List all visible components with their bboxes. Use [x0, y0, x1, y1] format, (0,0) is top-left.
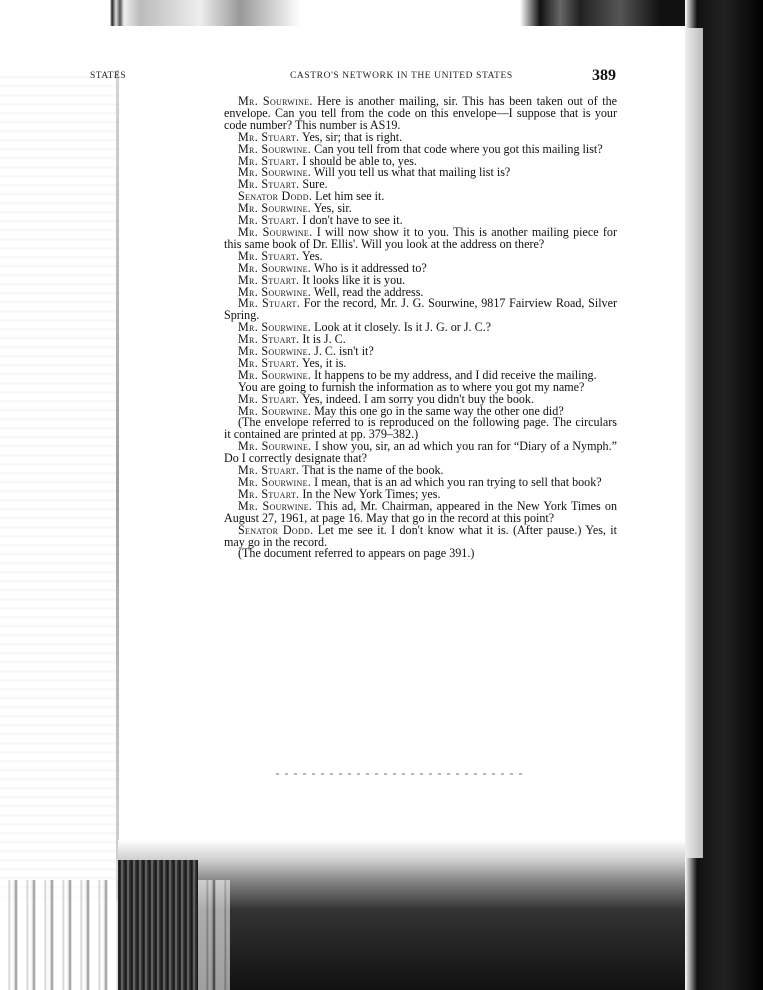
speaker-name: Mr. Stuart. [238, 463, 300, 478]
speaker-name: Mr. Sourwine. [238, 439, 312, 454]
speech-text: Yes, sir. [311, 201, 352, 216]
transcript-paragraph [224, 498, 617, 525]
running-header-title: CASTRO'S NETWORK IN THE UNITED STATES [290, 71, 513, 81]
speech-text: It happens to be my address, and I did receive the mailing. [311, 367, 597, 382]
speech-text: Can you tell from that code where you got this mailing list? [311, 141, 603, 156]
speech-text: J. C. isn't it? [311, 344, 374, 359]
speech-text: Well, read the address. [311, 284, 424, 299]
transcript-paragraph [224, 548, 617, 560]
speech-text: I should be able to, yes. [299, 153, 417, 168]
transcript-paragraph [224, 417, 617, 441]
speaker-name: Mr. Stuart. [238, 272, 300, 287]
speaker-name: Mr. Sourwine. [238, 260, 312, 275]
speaker-name: Mr. Sourwine. [238, 224, 313, 239]
speech-text: Who is it addressed to? [311, 260, 427, 275]
page-number: 389 [592, 67, 616, 84]
scan-binding-shadow [118, 860, 198, 990]
speaker-name: Mr. Sourwine. [238, 344, 312, 359]
speaker-name: Mr. Sourwine. [238, 403, 312, 418]
speaker-name: Senator Dodd. [238, 189, 313, 204]
speaker-name: Senator Dodd. [238, 522, 314, 537]
faint-rule [276, 773, 526, 775]
speech-text: (The envelope referred to is reproduced on the following page. The circulars it contained are printed at pp. 379–382.) [224, 415, 617, 442]
speech-text: I show you, sir, an ad which you ran for “Diary of a Nymph.” Do I correctly designate that? [224, 439, 617, 466]
speech-text: I don't have to see it. [299, 213, 403, 228]
transcript-paragraph [224, 96, 617, 132]
speech-text: Yes. [299, 248, 323, 263]
speaker-name: Mr. Sourwine. [238, 94, 313, 108]
speech-text: Sure. [299, 177, 328, 192]
speech-text: For the record, Mr. J. G. Sourwine, 9817 Fairview Road, Silver Spring. [224, 296, 617, 323]
speech-text: Here is another mailing, sir. This has been taken out of the envelope. Can you tell from the code on this envelope—I suppose that is your code number? This number is AS19. [224, 94, 617, 132]
speech-text: Yes, indeed. I am sorry you didn't buy the book. [299, 391, 535, 406]
scan-top-edge [0, 0, 763, 26]
speaker-name: Mr. Sourwine. [238, 320, 312, 335]
speech-text: Let him see it. [312, 189, 385, 204]
transcript-paragraph [224, 522, 617, 549]
speaker-name: Mr. Stuart. [238, 129, 300, 144]
speech-text: I will now show it to you. This is another mailing piece for this same book of Dr. Ellis'. Will you look at the address on there? [224, 224, 617, 251]
speaker-name: Mr. Sourwine. [238, 367, 312, 382]
speaker-name: Mr. Sourwine. [238, 141, 312, 156]
speaker-name: Mr. Sourwine. [238, 165, 312, 180]
speaker-name: Mr. Stuart. [238, 153, 300, 168]
speech-text: I mean, that is an ad which you ran trying to sell that book? [311, 475, 602, 489]
speech-text: Yes, it is. [299, 355, 347, 370]
speech-text: (The document referred to appears on page 391.) [238, 546, 475, 561]
page-gutter [116, 70, 119, 900]
speaker-name: Mr. Sourwine. [238, 284, 312, 299]
scan-page-edge [685, 28, 703, 858]
speaker-name: Mr. Stuart. [238, 486, 300, 501]
speaker-name: Mr. Sourwine. [238, 475, 312, 489]
speaker-name: Mr. Stuart. [238, 213, 300, 228]
speaker-name: Mr. Stuart. [238, 355, 300, 370]
speaker-name: Mr. Stuart. [238, 332, 300, 347]
speech-text: Look at it closely. Is it J. G. or J. C.? [311, 320, 492, 335]
speech-text: Will you tell us what that mailing list is? [311, 165, 511, 180]
transcript-paragraph [224, 224, 617, 251]
speech-text: May this one go in the same way the other one did? [311, 403, 564, 418]
speech-text: This ad, Mr. Chairman, appeared in the New York Times on August 27, 1961, at page 16. May that go in the record at this point? [224, 498, 617, 525]
transcript-paragraph [224, 298, 617, 322]
speaker-name: Mr. Stuart. [238, 177, 300, 192]
speech-text: Yes, sir; that is right. [299, 129, 403, 144]
speaker-name: Mr. Sourwine. [238, 498, 313, 513]
speaker-name: Mr. Stuart. [238, 296, 301, 311]
transcript-body [224, 96, 617, 560]
transcript-paragraph [224, 441, 617, 465]
speaker-name: Mr. Stuart. [238, 248, 300, 263]
speech-text: Let me see it. I don't know what it is. (After pause.) Yes, it may go in the record. [224, 522, 617, 549]
speech-text: In the New York Times; yes. [299, 486, 441, 501]
speech-text: You are going to furnish the information as to where you got my name? [238, 379, 585, 394]
running-header-left: STATES [90, 71, 127, 81]
speech-text: That is the name of the book. [299, 463, 444, 478]
scan-left-margin [0, 70, 120, 900]
speaker-name: Mr. Sourwine. [238, 201, 312, 216]
speech-text: It is J. C. [299, 332, 346, 347]
speaker-name: Mr. Stuart. [238, 391, 300, 406]
speech-text: It looks like it is you. [299, 272, 406, 287]
